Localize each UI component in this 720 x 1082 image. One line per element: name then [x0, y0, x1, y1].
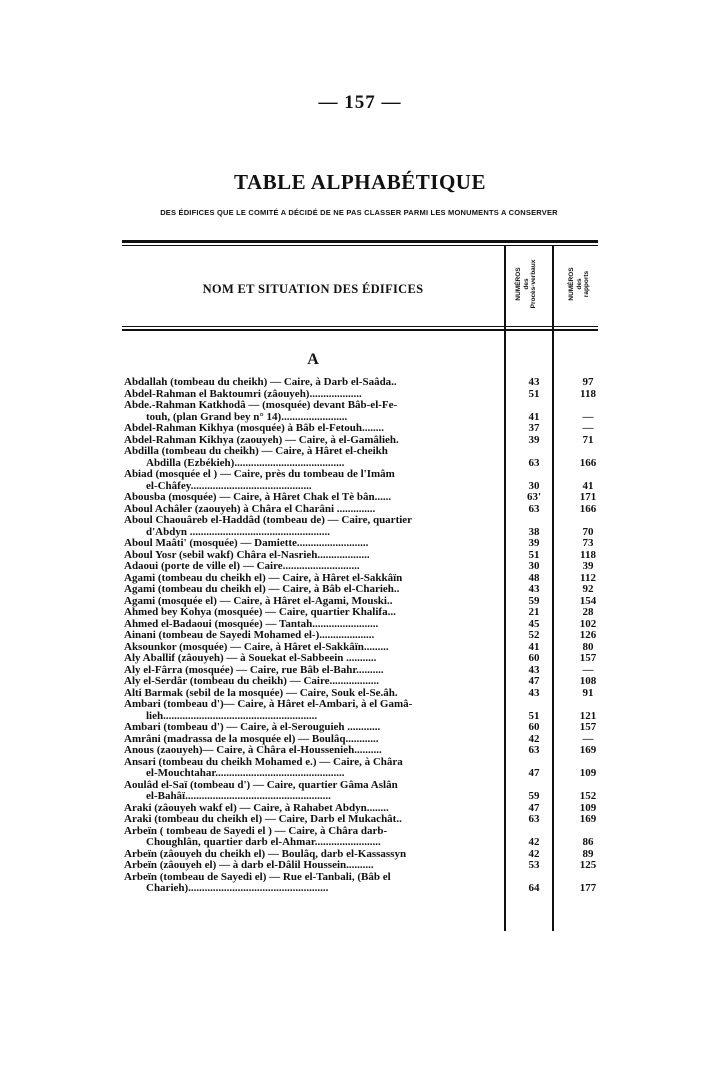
entry-numbers [514, 469, 604, 492]
entry-text: Amrâni (madrassa de la mosquée el) — Boulâq............ [124, 733, 379, 745]
proces-verbal-number: 42 [528, 836, 540, 848]
entry-numbers [514, 676, 604, 688]
rapport-number: 41 [582, 479, 594, 492]
entry-numbers [514, 435, 604, 447]
rapport-number: 169 [579, 744, 597, 756]
table-row [124, 686, 594, 700]
entry-numbers [514, 607, 604, 619]
table-row [124, 663, 594, 677]
rapport-number: 97 [582, 376, 594, 388]
entry-text: Ambari (tombeau d') — Caire, à el-Serouguieh ............ [124, 722, 381, 733]
entry-text: d'Abdyn ................................................... [146, 526, 330, 538]
page-title: TABLE ALPHABÉTIQUE [234, 170, 486, 194]
rap-header-line-1: NUMÉROS [568, 267, 575, 301]
proces-verbal-number: 59 [528, 790, 540, 802]
entry-text: Abdel-Rahman el Baktoumri (zâouyeh)................... [124, 388, 362, 400]
table-row [124, 744, 597, 757]
table-row [124, 560, 594, 573]
proces-verbal-number: 30 [528, 479, 540, 492]
entry-text: Ahmed bey Kohya (mosquée) — Caire, quartier Khalifa... [124, 607, 396, 618]
rapport-number: — [582, 422, 594, 434]
rapport-number: 89 [582, 847, 594, 860]
proces-verbal-number: 48 [528, 571, 540, 584]
rapport-number: 121 [579, 709, 597, 722]
table-row [124, 606, 594, 619]
column-header-rapports [568, 244, 594, 324]
table-row [124, 502, 597, 516]
entry-text: Aboul Achâler (zaouyeh) à Châra el Charâni .............. [124, 503, 376, 515]
rapport-number: 169 [579, 813, 597, 825]
entry-numbers [514, 757, 604, 780]
rapport-number: 108 [579, 675, 597, 687]
rapport-number: 91 [582, 686, 594, 699]
proces-verbal-number: 47 [528, 767, 540, 779]
entry-text: Aboul Chaouâreb el-Haddâd (tombeau de) — Caire, quartier [124, 515, 413, 526]
entry-text: Agami (tombeau du cheikh el) — Caire, à Bâb el-Charieh.. [124, 584, 400, 595]
entry-text: Agami (tombeau du cheikh el) — Caire, à Hâret el-Sakkâïn [124, 572, 403, 584]
rapport-number: 125 [579, 859, 597, 871]
entry-text: Ambari (tombeau d')— Caire, à Hâret el-Ambari, à el Gamâ- [124, 699, 413, 710]
rap-header-line-3: rapports [583, 270, 590, 298]
table-row [124, 594, 597, 608]
rapport-number: 71 [582, 433, 594, 446]
entry-text: Abdilla (tombeau du cheikh) — Caire, à Hâret el-cheikh [124, 446, 388, 457]
entry-text: Abdilla (Ezbékieh)........................................ [146, 457, 345, 469]
table-row [124, 847, 594, 861]
proces-verbal-number: 39 [528, 433, 540, 446]
table-row [124, 583, 594, 596]
rapport-number: 152 [579, 790, 597, 802]
proces-verbal-number: 43 [528, 686, 540, 699]
proces-verbal-number: 60 [528, 721, 540, 733]
table-row [124, 652, 597, 665]
entry-numbers [514, 860, 604, 872]
rapport-number: 92 [582, 583, 594, 595]
table-row [124, 515, 594, 538]
table-row [124, 813, 597, 826]
table-row [124, 629, 597, 642]
entry-text: el-Mouchtahar............................................... [146, 768, 345, 779]
proces-verbal-number: 47 [528, 801, 540, 814]
entry-text: Abdel-Rahman Kikhya (mosquée) à Bâb el-Fetouh........ [124, 423, 385, 434]
pv-header-line-3: Procès-verbaux [530, 259, 537, 309]
entry-numbers [514, 699, 604, 722]
entry-text: Ansari (tombeau du cheikh Mohamed e.) — Caire, à Châra [124, 756, 403, 768]
entry-text: Abiad (mosquée el ) — Caire, près du tombeau de l'Imâm [124, 469, 395, 480]
table-row [124, 699, 597, 722]
entry-text: Ahmed el-Badaoui (mosquée) — Tantah........................ [124, 618, 379, 630]
proces-verbal-number: 43 [528, 376, 540, 388]
rapport-number: 109 [579, 767, 597, 779]
table-row [124, 571, 596, 585]
entry-text: Arbeïn (zâouyeh el) — à darb el-Dâlil Houssein.......... [124, 860, 374, 871]
entry-numbers [514, 446, 604, 469]
rapport-number: 118 [580, 548, 596, 561]
entry-text: lieh........................................................ [146, 710, 318, 722]
entry-numbers [514, 389, 604, 401]
entry-numbers [514, 688, 604, 700]
column-header-proces-verbaux [515, 244, 541, 324]
proces-verbal-number: 63 [528, 744, 540, 756]
entry-numbers [514, 504, 604, 516]
proces-verbal-number: 53 [528, 859, 540, 871]
table-row [124, 400, 594, 423]
header-rule-bottom [122, 326, 598, 327]
proces-verbal-number: 47 [528, 675, 540, 687]
proces-verbal-number: 59 [528, 594, 540, 607]
table-row [124, 548, 596, 562]
column-header-name: NOM ET SITUATION DES ÉDIFICES [202, 282, 424, 296]
rapport-number: — [582, 732, 594, 745]
header-rule-bottom-thick [122, 329, 598, 331]
table-row [124, 446, 597, 469]
section-letter: A [307, 351, 319, 368]
pv-header-line-2: des [522, 278, 530, 290]
rapport-number: 166 [579, 456, 597, 469]
entry-numbers [514, 826, 604, 849]
entry-text: Charieh)................................................... [146, 883, 329, 894]
page-subtitle: DES ÉDIFICES QUE LE COMITÉ A DÉCIDÉ DE NE PAS CLASSER PARMI LES MONUMENTS A CONSERVER [160, 208, 558, 217]
table-row [124, 617, 597, 631]
table-row [124, 537, 594, 550]
table-row [124, 732, 594, 746]
pv-header-line-1: NUMÉROS [515, 267, 522, 301]
entry-text: Aly el-Serdâr (tombeau du cheikh) — Caire.................. [124, 676, 380, 687]
entry-text: Choughlân, quartier darb el-Ahmar........................ [146, 837, 381, 848]
entry-text: Aboul Maâti' (mosquée) — Damiette.......................... [124, 538, 369, 549]
proces-verbal-number: 63' [526, 491, 542, 503]
proces-verbal-number: 63 [528, 813, 540, 825]
entry-numbers [514, 492, 604, 504]
entry-numbers [514, 377, 604, 389]
rapport-number: — [582, 410, 594, 423]
proces-verbal-number: 41 [528, 410, 540, 423]
page-number: — 157 — [318, 92, 402, 113]
entry-numbers [514, 561, 604, 573]
entry-numbers [514, 745, 604, 757]
rapport-number: 177 [579, 882, 597, 894]
entry-numbers [514, 722, 604, 734]
table-row [124, 387, 596, 401]
entry-text: Araki (tombeau du cheikh el) — Caire, Darb el Mukachât.. [124, 814, 402, 825]
entry-numbers [514, 814, 604, 826]
rapport-number: 73 [582, 537, 594, 549]
table-row [124, 721, 597, 734]
rapport-number: 70 [582, 525, 594, 538]
entry-text: Aboul Yosr (sebil wakf) Châra el-Nasrieh................... [124, 549, 370, 561]
table-row [124, 675, 597, 688]
table-row [124, 825, 594, 849]
entry-text: Adaoui (porte de ville el) — Caire............................ [124, 561, 360, 572]
entry-text: Ainani (tombeau de Sayedi Mohamed el-).................... [124, 630, 375, 641]
rapport-number: 28 [582, 606, 594, 618]
proces-verbal-number: 43 [528, 663, 540, 676]
proces-verbal-number: 52 [528, 629, 540, 641]
entry-numbers [514, 872, 604, 895]
table-row [124, 376, 594, 389]
rapport-number: 102 [579, 617, 597, 630]
entry-text: Abde.-Rahman Katkhodâ — (mosquée) devant Bâb-el-Fe- [124, 400, 398, 411]
proces-verbal-number: 51 [528, 709, 540, 722]
proces-verbal-number: 63 [528, 502, 540, 515]
entry-numbers [514, 400, 604, 423]
proces-verbal-number: 51 [528, 387, 540, 400]
entry-numbers [514, 423, 604, 435]
proces-verbal-number: 39 [528, 537, 540, 549]
entry-text: Alti Barmak (sebil de la mosquée) — Caire, Souk el-Se.âh. [124, 687, 398, 699]
entry-numbers [514, 653, 604, 665]
rapport-number: 112 [580, 571, 596, 584]
entry-numbers [514, 538, 604, 550]
entry-text: el-Châfey............................................ [146, 480, 312, 492]
entry-text: Arbeïn (zâouyeh du cheikh el) — Boulâq, darb el-Kassassyn [124, 848, 407, 860]
table-row [124, 422, 594, 435]
entry-text: Araki (zâouyeh wakf el) — Caire, à Rahabet Abdyn........ [124, 802, 389, 814]
proces-verbal-number: 60 [528, 652, 540, 664]
rapport-number: 86 [582, 836, 594, 848]
entry-list [124, 376, 597, 895]
proces-verbal-number: 42 [528, 732, 540, 745]
entry-text: Abdallah (tombeau du cheikh) — Caire, à Darb el-Saâda.. [124, 377, 397, 388]
rapport-number: — [582, 663, 594, 676]
entry-text: Aly Aballif (zâouyeh) — à Souekat el-Sabbeein ........... [124, 653, 377, 664]
entry-text: Agami (mosquée el) — Caire, à Hâret el-Agami, Mouski.. [124, 595, 393, 607]
proces-verbal-number: 45 [528, 617, 540, 630]
rap-header-line-2: des [575, 278, 583, 290]
rapport-number: 157 [579, 652, 597, 664]
entry-text: touh, (plan Grand bey n° 14)........................ [146, 411, 348, 423]
table-row [124, 491, 597, 504]
entry-text: Aksounkor (mosquée) — Caire, à Hâret el-Sakkâïn......... [124, 641, 389, 653]
table-row [124, 871, 597, 895]
proces-verbal-number: 64 [528, 882, 540, 894]
entry-numbers [514, 630, 604, 642]
rapport-number: 154 [579, 594, 597, 607]
proces-verbal-number: 38 [528, 525, 540, 538]
entry-text: Arbeïn ( tombeau de Sayedi el ) — Caire, à Châra darb- [124, 825, 388, 837]
entry-text: Aly el-Fârra (mosquée) — Caire, rue Bâb el-Bahr.......... [124, 664, 384, 676]
proces-verbal-number: 30 [528, 560, 540, 572]
entry-text: Arbeïn (tombeau de Sayedi el) — Rue el-Tanbali, (Bâb el [124, 871, 391, 883]
rapport-number: 171 [579, 491, 597, 503]
entry-text: Abdel-Rahman Kikhya (zaouyeh) — Caire, à el-Gamâlieh. [124, 434, 399, 446]
table-row [124, 433, 594, 447]
entry-numbers [514, 584, 604, 596]
table-row [124, 779, 597, 803]
entry-numbers [514, 515, 604, 538]
entry-text: Abousba (mosquée) — Caire, à Hâret Chak el Tè bân...... [124, 492, 392, 503]
entry-text: el-Bahâï..................................................... [146, 791, 331, 802]
rapport-number: 166 [579, 502, 597, 515]
proces-verbal-number: 41 [528, 640, 540, 653]
header-rule-top [122, 240, 598, 243]
table-row [124, 756, 597, 780]
proces-verbal-number: 37 [528, 422, 540, 434]
entry-text: Anous (zaouyeh)— Caire, à Châra el-Houssenieh.......... [124, 745, 382, 756]
table-row [124, 640, 594, 654]
entry-text: Aoulâd el-Saï (tombeau d') — Caire, quartier Gâma Aslân [124, 779, 398, 791]
table-row [124, 801, 597, 815]
rapport-number: 157 [579, 721, 597, 733]
proces-verbal-number: 42 [528, 847, 540, 860]
proces-verbal-number: 43 [528, 583, 540, 595]
table-row [124, 859, 597, 872]
rapport-number: 126 [579, 629, 597, 641]
proces-verbal-number: 63 [528, 456, 540, 469]
entry-numbers [514, 780, 604, 803]
rapport-number: 109 [579, 801, 597, 814]
proces-verbal-number: 21 [528, 606, 540, 618]
rapport-number: 80 [582, 640, 594, 653]
rapport-number: 118 [580, 387, 596, 400]
proces-verbal-number: 51 [528, 548, 540, 561]
table-row [124, 469, 594, 492]
rapport-number: 39 [582, 560, 594, 572]
